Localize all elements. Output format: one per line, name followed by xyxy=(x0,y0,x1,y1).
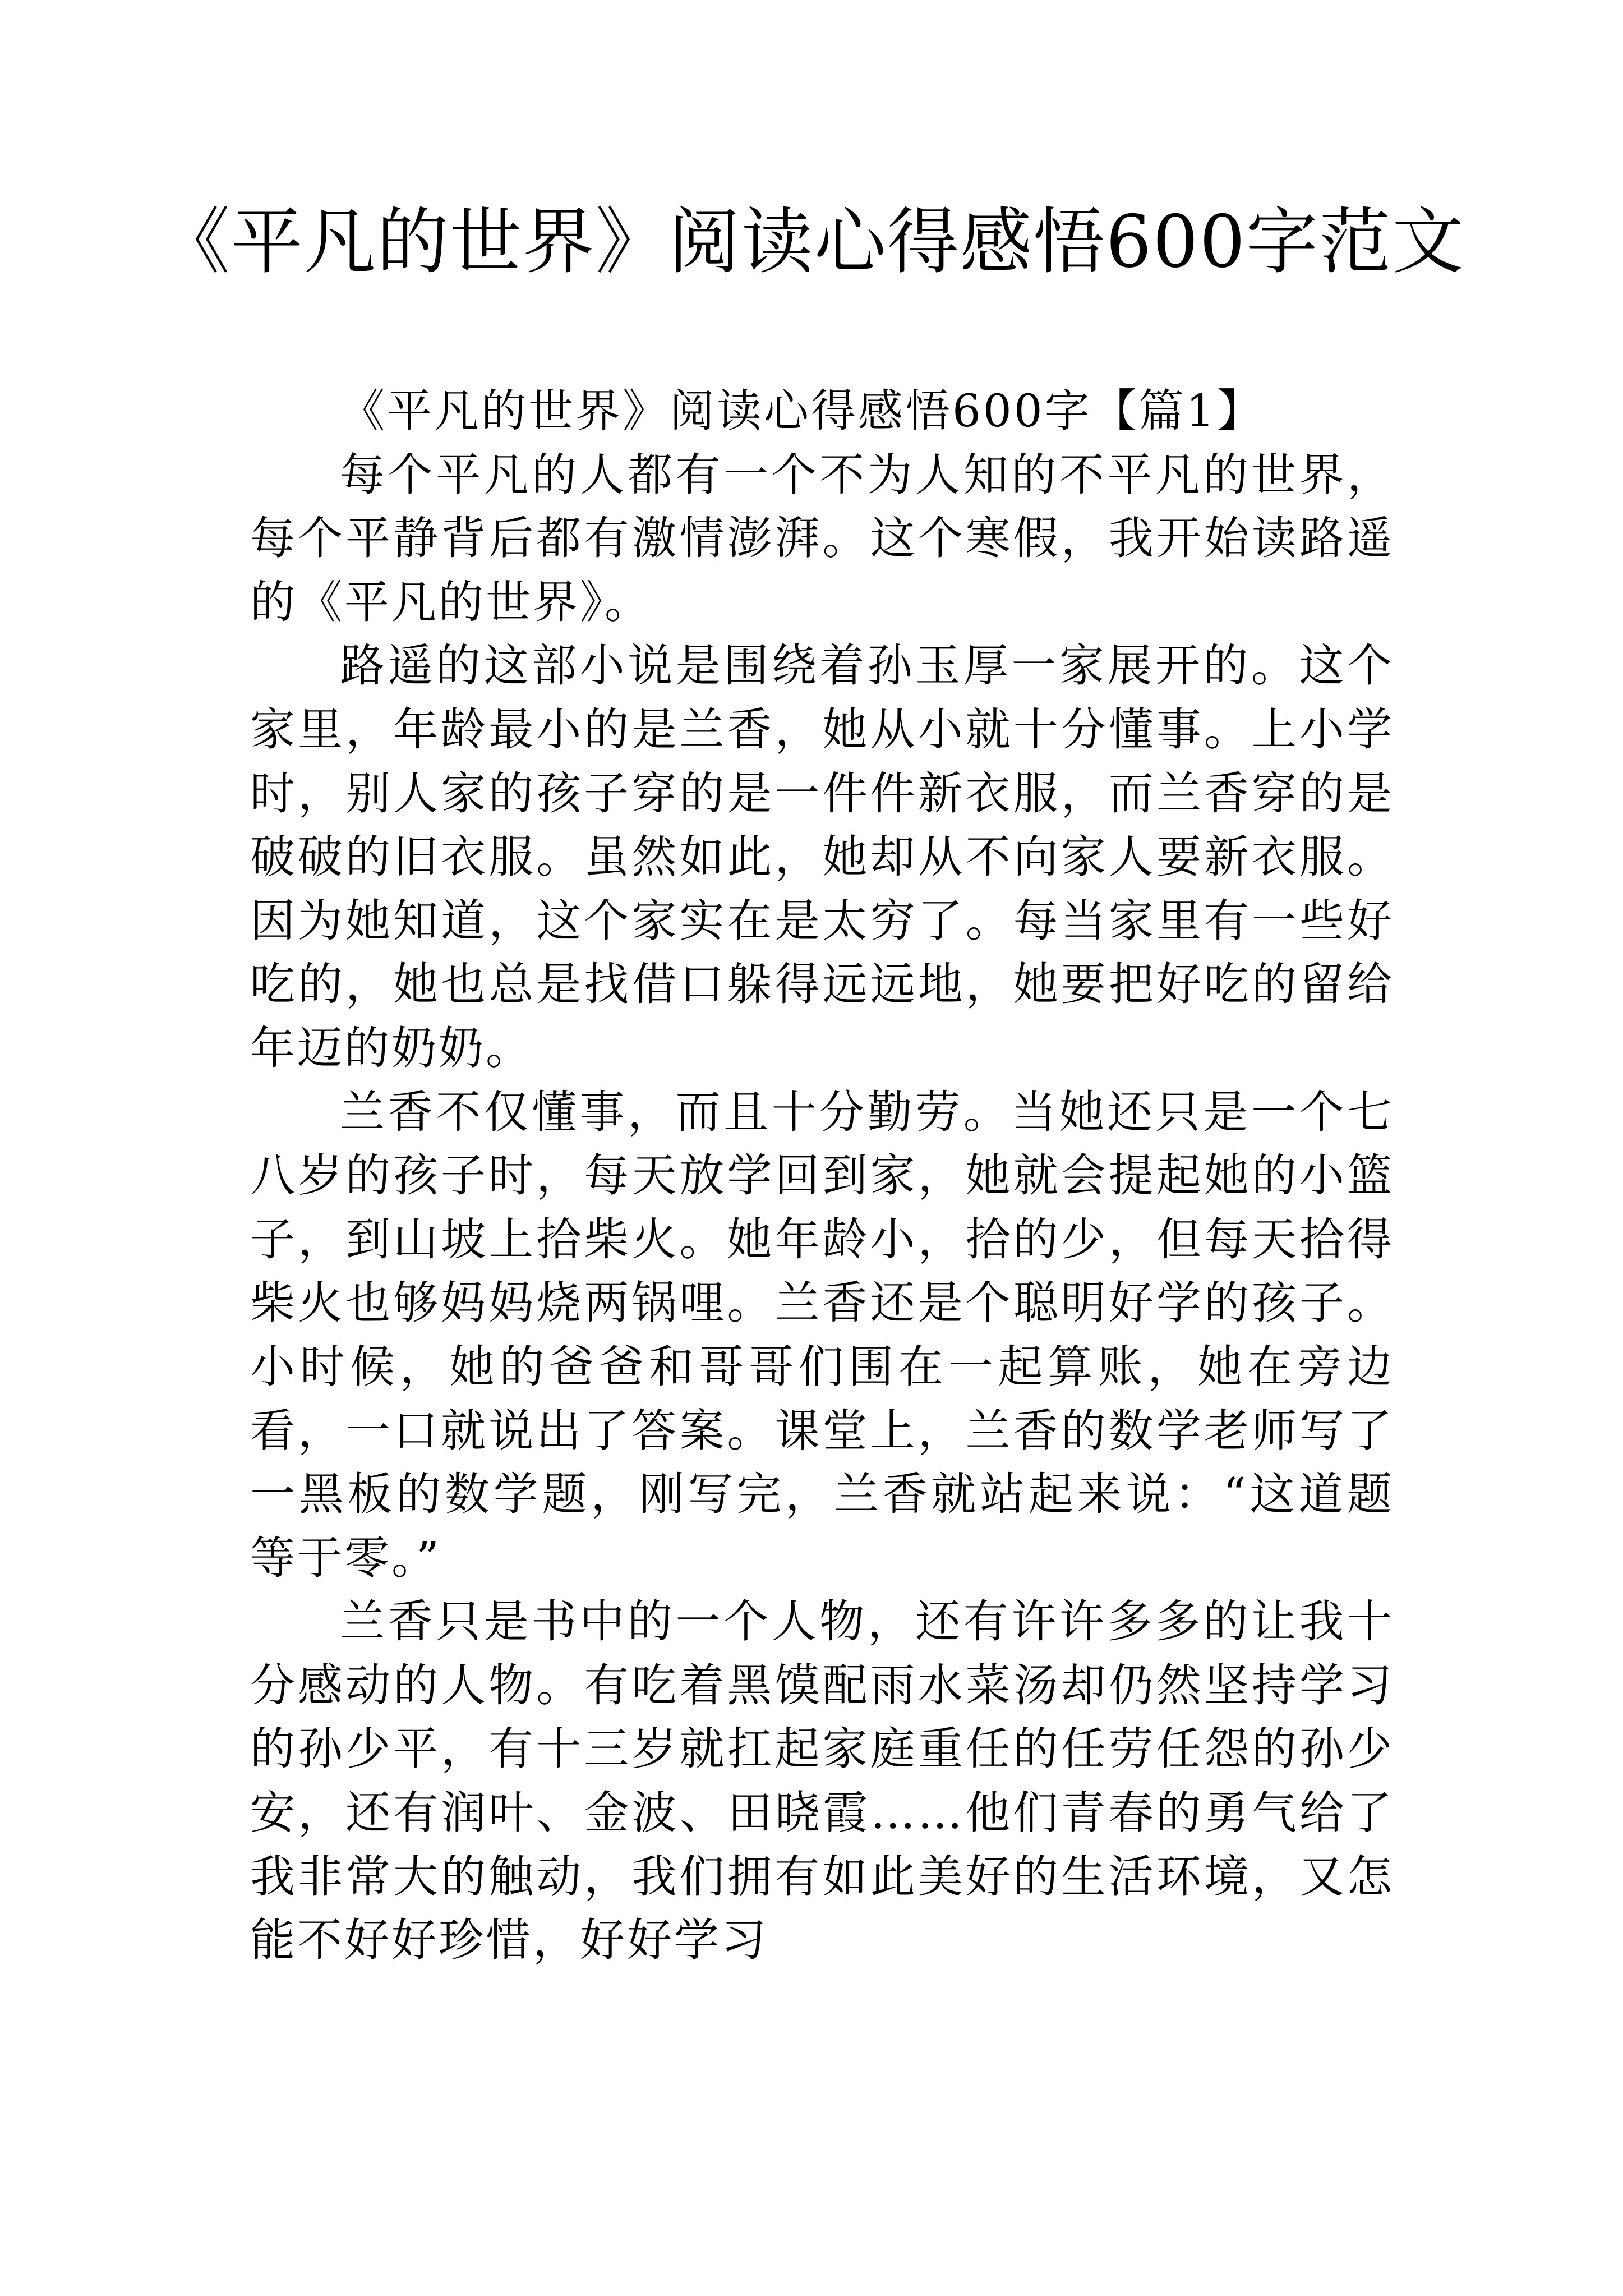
paragraph: 兰香不仅懂事，而且十分勤劳。当她还只是一个七八岁的孩子时，每天放学回到家，她就会提起她的小篮子，到山坡上拾柴火。她年龄小，拾的少，但每天拾得柴火也够妈妈烧两锅哩。兰香还是个聪明好学的孩子。小时候，她的爸爸和哥哥们围在一起算账，她在旁边看，一口就说出了答案。课堂上，兰香的数学老师写了一黑板的数学题，刚写完，兰香就站起来说：“这道题等于零。” xyxy=(250,1085,1394,1584)
section-heading: 《平凡的世界》阅读心得感悟600字【篇1】 xyxy=(340,385,1264,437)
document-title: 《平凡的世界》阅读心得感悟600字范文 xyxy=(158,200,1465,284)
paragraph: 路遥的这部小说是围绕着孙玉厚一家展开的。这个家里，年龄最小的是兰香，她从小就十分懂事。上小学时，别人家的孩子穿的是一件件新衣服，而兰香穿的是破破的旧衣服。虽然如此，她却从不向家人要新衣服。因为她知道，这个家实在是太穷了。每当家里有一些好吃的，她也总是找借口躲得远远地，她要把好吃的留给年迈的奶奶。 xyxy=(250,639,1394,1074)
paragraph: 兰香只是书中的一个人物，还有许许多多的让我十分感动的人物。有吃着黑馍配雨水菜汤却仍然坚持学习的孙少平，有十三岁就扛起家庭重任的任劳任怨的孙少安，还有润叶、金波、田晓霞……他们青春的勇气给了我非常大的触动，我们拥有如此美好的生活环境，又怎能不好好珍惜，好好学习 xyxy=(250,1595,1394,1967)
document-body xyxy=(250,379,1394,1972)
paragraph: 每个平凡的人都有一个不为人知的不平凡的世界，每个平静背后都有激情澎湃。这个寒假，我开始读路遥的《平凡的世界》。 xyxy=(250,448,1394,628)
